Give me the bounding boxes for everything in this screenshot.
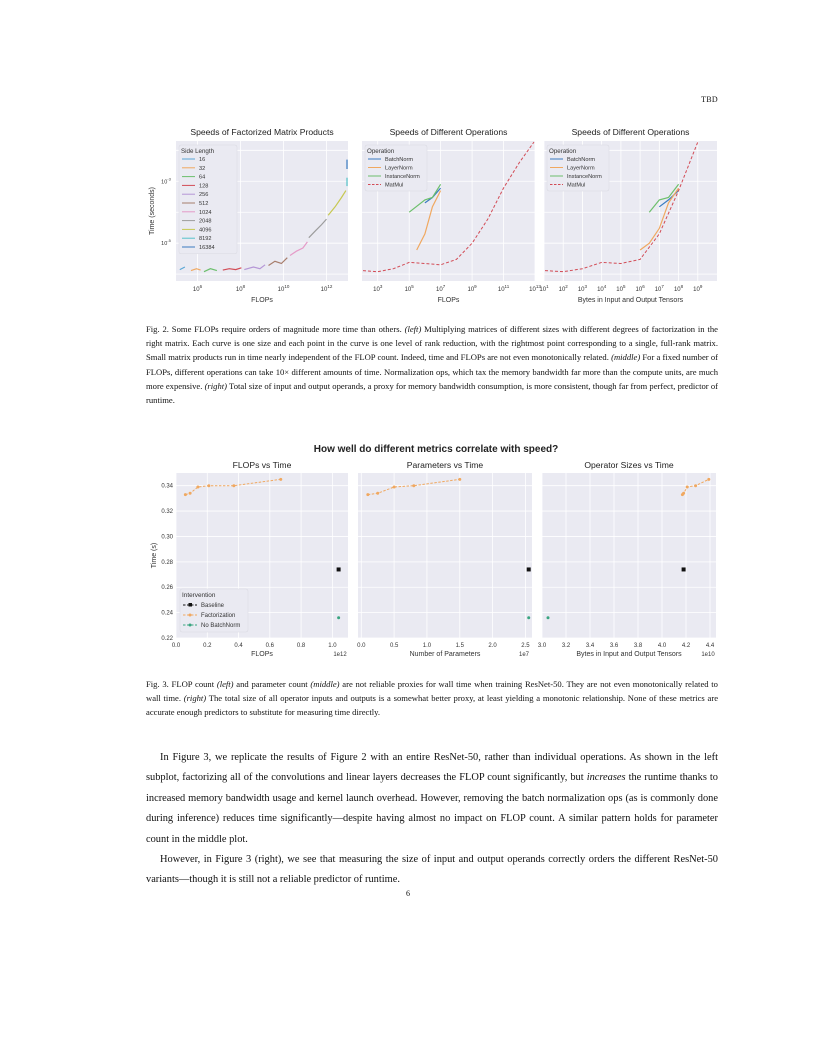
chart-panel — [151, 460, 348, 658]
data-point — [547, 616, 550, 619]
data-point — [279, 478, 282, 481]
legend-label: InstanceNorm — [385, 174, 420, 180]
x-tick-label: $10^8$ — [673, 284, 684, 293]
chart-panel — [362, 127, 541, 304]
x-axis-label: FLOPs — [251, 651, 273, 658]
legend-label: 32 — [199, 165, 206, 172]
chart-title: Speeds of Different Operations — [571, 127, 690, 137]
legend-label: BatchNorm — [385, 157, 413, 163]
x-tick-label: $10^9$ — [467, 284, 477, 293]
figure-3-caption-label: Fig. 3. — [146, 679, 169, 689]
x-tick-label: 4.2 — [681, 643, 691, 649]
figure-2-caption-label: Fig. 2. — [146, 324, 169, 334]
legend — [365, 145, 427, 191]
data-point — [232, 484, 235, 487]
x-tick-label: $10^4$ — [597, 284, 607, 293]
chart-panel — [149, 127, 348, 304]
chart-panel — [357, 460, 532, 658]
x-tick-label: $10^6$ — [192, 284, 203, 293]
x-tick-label: 4.4 — [705, 643, 715, 649]
italic-text: (middle) — [310, 679, 340, 689]
x-tick-label: $10^1$ — [539, 284, 549, 293]
figure-suptitle: How well do different metrics correlate with speed? — [313, 444, 559, 455]
legend-label: 128 — [199, 183, 209, 190]
data-point — [366, 493, 369, 496]
legend-title: Side Length — [181, 148, 215, 155]
legend-label: 4096 — [199, 227, 212, 234]
text-run: are not reliable proxies for wall time when training ResNet-50. They are not even monotonically related to wall time. — [146, 679, 718, 704]
x-tick-label: 0.6 — [265, 643, 274, 649]
chart-title: Speeds of Different Operations — [389, 127, 508, 137]
legend-label: Baseline — [201, 603, 225, 609]
chart-title: FLOPs vs Time — [232, 460, 292, 470]
x-axis-label: Bytes in Input and Output Tensors — [577, 297, 684, 304]
body-paragraph — [146, 748, 718, 850]
data-point — [694, 484, 697, 487]
legend — [179, 145, 237, 254]
data-point — [458, 478, 461, 481]
x-tick-label: 0.5 — [389, 643, 399, 649]
text-run: In Figure 3, we replicate the results of Figure 2 with an entire ResNet-50, rather than individual operations. As shown in the left subplot, factorizing all of the convolutions and linear layers decreases the FLOP count significantly, but — [146, 752, 718, 784]
data-point — [207, 484, 210, 487]
data-point — [527, 616, 530, 619]
data-point — [337, 567, 341, 571]
chart-panel — [539, 127, 717, 304]
italic-text: (left) — [216, 679, 234, 689]
legend-title: Operation — [549, 148, 577, 155]
x-tick-label: 4.0 — [657, 643, 667, 649]
legend-label: Factorization — [201, 613, 236, 619]
x-axis-label: FLOPs — [251, 297, 273, 304]
legend-label: 2048 — [199, 218, 212, 225]
text-run: and parameter count — [233, 679, 311, 689]
legend-label: 16384 — [199, 245, 215, 251]
legend-label: 16 — [199, 157, 206, 163]
x-tick-label: $10^7$ — [654, 284, 664, 293]
x-tick-label: $10^5$ — [616, 284, 626, 293]
italic-text: (right) — [204, 380, 227, 391]
legend-label: MatMul — [385, 182, 404, 189]
x-axis-label: FLOPs — [437, 297, 460, 304]
legend — [547, 145, 609, 191]
x-tick-label: $10^5$ — [404, 284, 414, 293]
chart-title: Speeds of Factorized Matrix Products — [190, 127, 334, 137]
legend-label: 8192 — [199, 236, 212, 243]
y-tick-label: $10^{-3}$ — [161, 176, 171, 186]
x-tick-label: $10^8$ — [235, 284, 246, 293]
legend-label: MatMul — [567, 182, 586, 189]
y-tick-label: 0.32 — [161, 509, 173, 516]
legend-marker — [189, 624, 192, 627]
x-tick-label: $10^{11}$ — [497, 284, 510, 293]
data-point — [393, 485, 396, 488]
x-tick-label: 0.4 — [234, 643, 243, 649]
figure-2 — [0, 124, 816, 314]
figure-2-caption — [146, 322, 718, 407]
legend-label: LayerNorm — [385, 165, 413, 172]
y-tick-label: 0.34 — [161, 483, 173, 490]
x-tick-label: 3.4 — [585, 643, 595, 649]
legend-marker — [189, 614, 192, 617]
legend-marker — [189, 603, 193, 607]
y-tick-label: 0.26 — [161, 585, 173, 592]
x-offset-label: 1e12 — [333, 652, 347, 658]
chart-title: Parameters vs Time — [406, 460, 484, 470]
italic-text: (left) — [404, 324, 422, 334]
chart-panel — [538, 460, 716, 658]
y-tick-label: 0.28 — [161, 559, 173, 566]
legend-label: 64 — [199, 174, 206, 181]
x-offset-label: 1e10 — [701, 652, 715, 658]
y-tick-label: $10^{-5}$ — [161, 238, 171, 248]
data-point — [527, 567, 531, 571]
text-run: the runtime thanks to increased memory bandwidth usage and kernel launch overhead. However, removing the batch normalization ops (as is commonly done during inference) reduces time significantly—despite having almost no impact on FLOP count. A similar pattern holds for parameter count in the middle plot. — [146, 772, 718, 845]
x-tick-label: 1.0 — [422, 643, 432, 649]
text-run: Some FLOPs require orders of magnitude more time than others. — [168, 324, 405, 334]
chart-title: Operator Sizes vs Time — [584, 460, 674, 470]
body-paragraph — [146, 850, 718, 891]
x-tick-label: $10^{10}$ — [277, 284, 290, 293]
figure-3-caption — [146, 677, 718, 720]
running-header: TBD — [701, 95, 718, 104]
x-tick-label: 0.2 — [203, 643, 212, 649]
text-run: Total size of input and output operands, a proxy for memory bandwidth consumption, is more consistent, though far from perfect, predictor of runtime. — [146, 380, 718, 406]
data-point — [412, 484, 415, 487]
x-offset-label: 1e7 — [518, 652, 530, 658]
x-axis-label: Bytes in Input and Output Tensors — [576, 651, 682, 658]
data-point — [189, 492, 192, 495]
x-tick-label: 3.8 — [633, 643, 643, 649]
legend-label: InstanceNorm — [567, 174, 602, 180]
data-point — [707, 478, 710, 481]
y-tick-label: 0.30 — [161, 534, 173, 541]
legend-label: 1024 — [199, 209, 212, 216]
body-text — [146, 748, 718, 891]
x-tick-label: 2.5 — [521, 643, 530, 649]
x-tick-label: $10^3$ — [577, 284, 588, 293]
figure-3 — [0, 438, 816, 666]
x-tick-label: $10^9$ — [693, 284, 703, 293]
y-axis-label: Time (s) — [151, 542, 158, 569]
legend-label: 512 — [199, 201, 209, 207]
x-tick-label: 2.0 — [488, 643, 497, 649]
data-point — [376, 492, 379, 495]
data-point — [682, 492, 685, 495]
data-point — [196, 485, 199, 488]
x-tick-label: $10^{13}$ — [529, 284, 541, 293]
text-run: The total size of all operator inputs and outputs is a somewhat better proxy, at least yielding a monotonic relationship. None of these metrics are accurate enough predictors to substitute for measuring time directly. — [146, 693, 719, 718]
legend — [180, 589, 248, 632]
x-axis-label: Number of Parameters — [409, 651, 481, 658]
x-tick-label: 0.8 — [296, 643, 306, 649]
legend-title: Intervention — [182, 592, 216, 599]
plot-area — [358, 473, 532, 638]
x-tick-label: 3.0 — [537, 643, 547, 649]
x-tick-label: 1.0 — [328, 643, 337, 649]
x-tick-label: 3.2 — [561, 643, 571, 649]
x-tick-label: 0.0 — [171, 643, 181, 649]
x-tick-label: $10^2$ — [558, 284, 568, 293]
data-point — [682, 567, 686, 571]
text-run: FLOP count — [168, 679, 217, 689]
data-point — [686, 485, 689, 488]
figure-2-caption-text — [146, 324, 718, 405]
legend-label: No BatchNorm — [201, 623, 241, 629]
italic-text: (middle) — [611, 352, 641, 363]
data-point — [184, 493, 187, 496]
plot-area — [542, 473, 716, 638]
y-axis-label: Time (seconds) — [149, 187, 156, 235]
x-tick-label: $10^{12}$ — [320, 284, 333, 293]
italic-text: (right) — [183, 693, 207, 704]
figure-2-plots — [0, 124, 816, 314]
figure-3-caption-text — [146, 679, 718, 717]
x-tick-label: $10^3$ — [373, 284, 383, 293]
y-tick-label: 0.24 — [161, 610, 173, 617]
figure-3-plots — [0, 438, 816, 666]
text-run: However, in Figure 3 (right), we see that measuring the size of input and output operands correctly orders the different ResNet-50 variants—though it is still not a reliable predictor of runtime. — [146, 854, 718, 886]
y-tick-label: 0.22 — [161, 636, 173, 642]
x-tick-label: 0.0 — [357, 643, 366, 649]
legend-label: 256 — [199, 192, 209, 199]
page-number: 6 — [406, 889, 410, 898]
text-run: For a fixed number of FLOPs, different operations can take 10× different amounts of time. Normalization ops, which tax the memory bandwidth far more than the compute units, are much more expensive. — [146, 352, 718, 391]
x-tick-label: $10^7$ — [436, 284, 446, 293]
x-tick-label: $10^6$ — [635, 284, 645, 293]
legend-label: LayerNorm — [567, 165, 595, 172]
legend-title: Operation — [367, 148, 395, 155]
x-tick-label: 3.6 — [609, 643, 619, 649]
x-tick-label: 1.5 — [455, 643, 464, 649]
text-run: Multiplying matrices of different sizes with different degrees of factorization in the right matrix. Each curve is one size and each point in the curve is one level of rank reduction, with the rightmost point corresponding to a single, full-rank matrix. Small matrix products run in time nearly independent of the FLOP count. Indeed, time and FLOPs are not even monotonically related. — [146, 324, 718, 363]
legend-label: BatchNorm — [567, 157, 595, 163]
italic-text: increases — [586, 772, 626, 784]
data-point — [337, 616, 340, 619]
